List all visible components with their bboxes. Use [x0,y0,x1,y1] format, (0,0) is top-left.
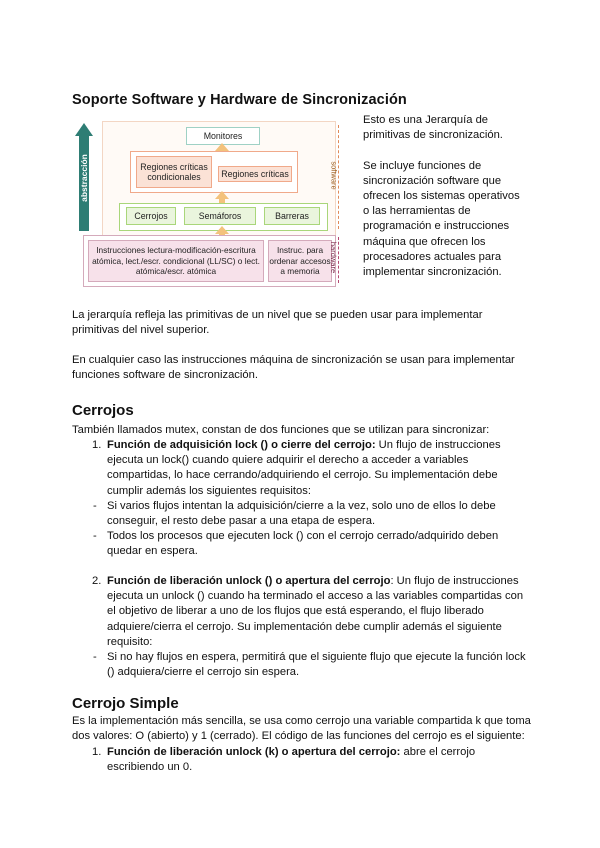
up-arrow-icon [215,226,229,234]
side-paragraph: Esto es una Jerarquía de primitivas de sincronización. Se incluye funciones de sincronización software que ofrecen los sistemas operativos o las herramientas de programación e instrucciones máquina que ofrecen los procesadores actuales para implementar sincronización. [363,114,520,279]
list-number: 1. [92,746,102,758]
instruc-orden-box: Instruc. para ordenar accesos a memoria [268,240,332,282]
section-heading-cerrojo-simple: Cerrojo Simple [72,695,179,712]
hardware-bracket [338,237,339,283]
cerrojo-simple-intro: Es la implementación más sencilla, se usa como cerrojo una variable compartida k que toma dos valores: O (abierto) y 1 (cerrado). El código de las funciones del cerrojo es el siguiente: [72,715,531,743]
monitores-box: Monitores [186,127,260,145]
regiones-criticas-box: Regiones críticas [218,166,292,182]
item-bold-title: Función de liberación unlock (k) o apertura del cerrojo: [107,746,401,758]
document-page: Soporte Software y Hardware de Sincronización abstracción Monitores Regiones críticas condicionales Regiones críticas Cerrojos Semáforos Barreras Instrucciones lectura-modificación-escritura atómica, lect./escr. condicional (LL/SC) o lect. atómica/escr. atómica Instruc. para ordenar accesos a memoria software hardware Esto es una Jerarquía de primitivas de sincronización. Se incluye funciones de sincronización software que ofrecen los sistemas operativos o las herramientas de programación e instrucciones máquina que ofrecen los procesadores actuales para implementar sincronización. La jerarquía refleja las primitivas de un nivel que se pueden usar para implementar primitivas del nivel superior. En cualquier caso las instrucciones máquina de sincronización se usan para implementar funciones software de sincronización. Cerrojos También llamados mutex, constan de dos funciones que se utilizan para sincronizar: 1. Función de adquisición lock () o cierre del cerrojo: Un flujo de instrucciones ejecuta un lock() cuando quiere adquirir el derecho a acceder a variables compartidas, lo hace cerrando/adquiriendo el cerrojo. Su implementación debe cumplir además los siguientes requisitos: - Si varios flujos intentan la adquisición/cierre a la vez, solo uno de ellos lo debe conseguir, el resto debe pasar a una etapa de espera. - Todos los procesos que ejecuten lock () con el cerrojo cerrado/adquirido deben quedar en espera. 2. Función de liberación unlock () o apertura del cerrojo: Un flujo de instrucciones ejecuta un unlock () cuando ha terminado el acceso a las variables compartidas con el objetivo de liberar a uno de los flujos que está esperando, el flujo liberado adquiere/cierra el cerrojo. Su implementación debe cumplir además el siguiente requisito: - Si no hay flujos en espera, permitirá que el siguiente flujo que ejecute la función lock () adquiera/cierre el cerrojo sin espera. Cerrojo Simple Es la implementación más sencilla, se usa como cerrojo una variable compartida k que toma dos valores: O (abierto) y 1 (cerrado). El código de las funciones del cerrojo es el siguiente: 1. Función de liberación unlock (k) o apertura del cerrojo: abre el cerrojo escribiendo un 0. [0,0,600,848]
hardware-label: hardware [329,241,339,274]
list-number: 2. [92,575,102,587]
paragraph-hierarchy: La jerarquía refleja las primitivas de un nivel que se pueden usar para implementar primitivas del nivel superior. [72,309,483,337]
instrucciones-box: Instrucciones lectura-modificación-escritura atómica, lect./escr. condicional (LL/SC) o lect. atómica/escr. atómica [88,240,264,282]
cerrojos-box: Cerrojos [126,207,176,225]
synchronization-hierarchy-diagram [72,121,344,287]
regiones-criticas-condicionales-box: Regiones críticas condicionales [136,156,212,188]
barreras-box: Barreras [264,207,320,225]
item-bold-title: Función de liberación unlock () o apertura del cerrojo [107,575,391,587]
up-arrow-icon [215,191,229,199]
section-heading-cerrojos: Cerrojos [72,402,134,419]
semaforos-box: Semáforos [184,207,256,225]
page-title: Soporte Software y Hardware de Sincronización [72,92,407,108]
cerrojos-intro: También llamados mutex, constan de dos funciones que se utilizan para sincronizar: [72,424,490,436]
software-label: software [329,161,339,190]
abstraction-label: abstracción [79,154,89,202]
paragraph-instructions: En cualquier caso las instrucciones máquina de sincronización se usan para implementar funciones software de sincronización. [72,354,515,382]
list-number: 1. [92,439,102,451]
item-bold-title: Función de adquisición lock () o cierre del cerrojo: [107,439,376,451]
up-arrow-icon [215,143,229,151]
